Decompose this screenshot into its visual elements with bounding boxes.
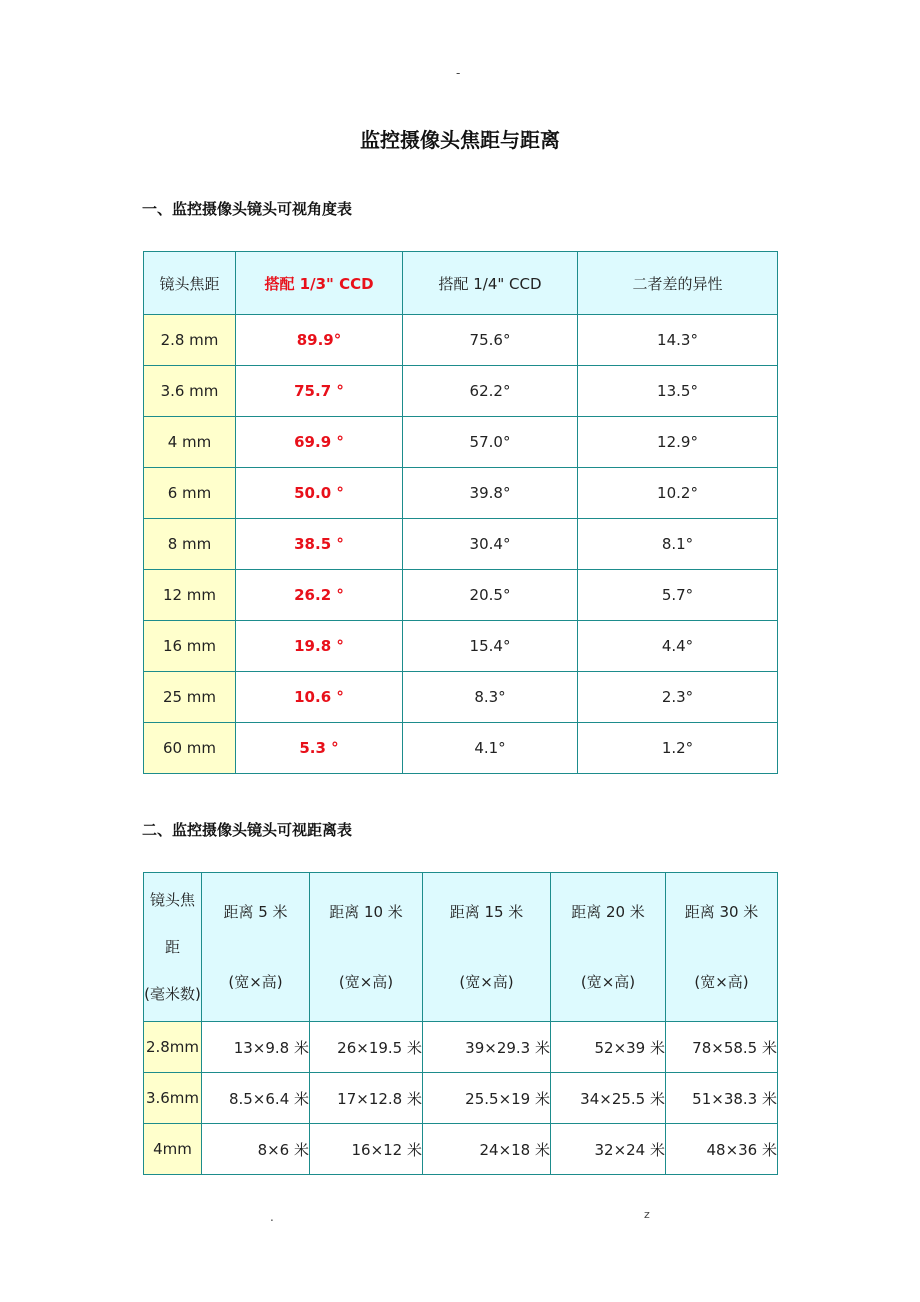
table-cell: 17×12.8 米: [310, 1073, 423, 1124]
table-cell: 60 mm: [144, 723, 236, 774]
column-header-distance: [202, 873, 310, 1022]
table-cell: 2.3°: [578, 672, 778, 723]
table-cell: 6 mm: [144, 468, 236, 519]
table-cell: 5.7°: [578, 570, 778, 621]
header-line: (毫米数): [144, 984, 201, 1003]
column-header-distance: [310, 873, 423, 1022]
table-cell: 20.5°: [403, 570, 578, 621]
table-cell: 4.4°: [578, 621, 778, 672]
table-cell: 4mm: [144, 1124, 202, 1175]
table-cell: 3.6 mm: [144, 366, 236, 417]
column-header-distance: [551, 873, 666, 1022]
header-line: 镜头焦: [149, 890, 195, 909]
table-cell: 34×25.5 米: [551, 1073, 666, 1124]
table-cell: 78×58.5 米: [666, 1022, 778, 1073]
header-line: 距离 15 米: [449, 903, 524, 921]
table-row: [144, 417, 778, 468]
table-cell: 12 mm: [144, 570, 236, 621]
header-line: 距离 30 米: [684, 903, 759, 921]
table-cell: 26.2 °: [236, 570, 403, 621]
table-cell: 16×12 米: [310, 1124, 423, 1175]
table-row: [144, 315, 778, 366]
table-cell: 10.6 °: [236, 672, 403, 723]
table-cell: 52×39 米: [551, 1022, 666, 1073]
header-line: (宽×高): [694, 973, 749, 991]
table-cell: 26×19.5 米: [310, 1022, 423, 1073]
table-row: [144, 366, 778, 417]
table-cell: 50.0 °: [236, 468, 403, 519]
table-cell: 75.7 °: [236, 366, 403, 417]
table-cell: 75.6°: [403, 315, 578, 366]
section-heading-view-distance: 二、监控摄像头镜头可视距离表: [142, 821, 353, 839]
table-cell: 38.5 °: [236, 519, 403, 570]
column-header-distance: [666, 873, 778, 1022]
table-cell: 39×29.3 米: [423, 1022, 551, 1073]
table-cell: 13.5°: [578, 366, 778, 417]
table-cell: 13×9.8 米: [202, 1022, 310, 1073]
table-cell: 30.4°: [403, 519, 578, 570]
table-cell: 8×6 米: [202, 1124, 310, 1175]
header-line: (宽×高): [338, 973, 394, 991]
table-cell: 32×24 米: [551, 1124, 666, 1175]
page-title: 监控摄像头焦距与距离: [360, 128, 560, 152]
table-cell: 4 mm: [144, 417, 236, 468]
table-cell: 10.2°: [578, 468, 778, 519]
table-cell: 62.2°: [403, 366, 578, 417]
table-cell: 2.8 mm: [144, 315, 236, 366]
footer-right-mark: z: [644, 1208, 650, 1221]
table-cell: 19.8 °: [236, 621, 403, 672]
table-cell: 12.9°: [578, 417, 778, 468]
table-cell: 2.8mm: [144, 1022, 202, 1073]
header-line: 距离 20 米: [571, 903, 645, 921]
table-cell: 14.3°: [578, 315, 778, 366]
table-cell: 16 mm: [144, 621, 236, 672]
table-cell: 25.5×19 米: [423, 1073, 551, 1124]
table-row: [144, 621, 778, 672]
footer-left-mark: .: [270, 1210, 274, 1224]
view-distance-table-body: [144, 873, 778, 1175]
table-row: [144, 1022, 778, 1073]
column-header: 搭配 1/4" CCD: [403, 252, 578, 315]
table-header-row: [144, 873, 778, 1022]
section-heading-view-angle: 一、监控摄像头镜头可视角度表: [142, 200, 353, 218]
table-cell: 24×18 米: [423, 1124, 551, 1175]
table-row: [144, 468, 778, 519]
table-cell: 51×38.3 米: [666, 1073, 778, 1124]
header-line: 距离 10 米: [329, 903, 403, 921]
table-row: [144, 672, 778, 723]
column-header: 镜头焦距: [144, 252, 236, 315]
table-cell: 8.5×6.4 米: [202, 1073, 310, 1124]
table-cell: 8 mm: [144, 519, 236, 570]
header-line: (宽×高): [228, 973, 283, 991]
column-header: 搭配 1/3" CCD: [236, 252, 403, 315]
view-distance-table: [143, 872, 778, 1175]
column-header: 二者差的异性: [578, 252, 778, 315]
table-row: [144, 723, 778, 774]
table-cell: 4.1°: [403, 723, 578, 774]
column-header-focal: [144, 873, 202, 1022]
table-row: [144, 570, 778, 621]
page-header-mark: -: [456, 66, 461, 80]
table-row: [144, 1124, 778, 1175]
table-cell: 25 mm: [144, 672, 236, 723]
table-cell: 15.4°: [403, 621, 578, 672]
table-cell: 69.9 °: [236, 417, 403, 468]
table-cell: 57.0°: [403, 417, 578, 468]
table-row: [144, 519, 778, 570]
header-line: 距: [164, 937, 180, 956]
table-cell: 89.9°: [236, 315, 403, 366]
table-header-row: [144, 252, 778, 315]
table-cell: 39.8°: [403, 468, 578, 519]
table-cell: 8.3°: [403, 672, 578, 723]
table-cell: 1.2°: [578, 723, 778, 774]
table-cell: 3.6mm: [144, 1073, 202, 1124]
view-angle-table: [143, 251, 778, 774]
column-header-distance: [423, 873, 551, 1022]
header-line: 距离 5 米: [223, 903, 288, 921]
view-angle-table-body: [144, 252, 778, 774]
table-cell: 48×36 米: [666, 1124, 778, 1175]
table-cell: 5.3 °: [236, 723, 403, 774]
header-line: (宽×高): [459, 973, 514, 991]
table-cell: 8.1°: [578, 519, 778, 570]
header-line: (宽×高): [580, 973, 636, 991]
table-row: [144, 1073, 778, 1124]
